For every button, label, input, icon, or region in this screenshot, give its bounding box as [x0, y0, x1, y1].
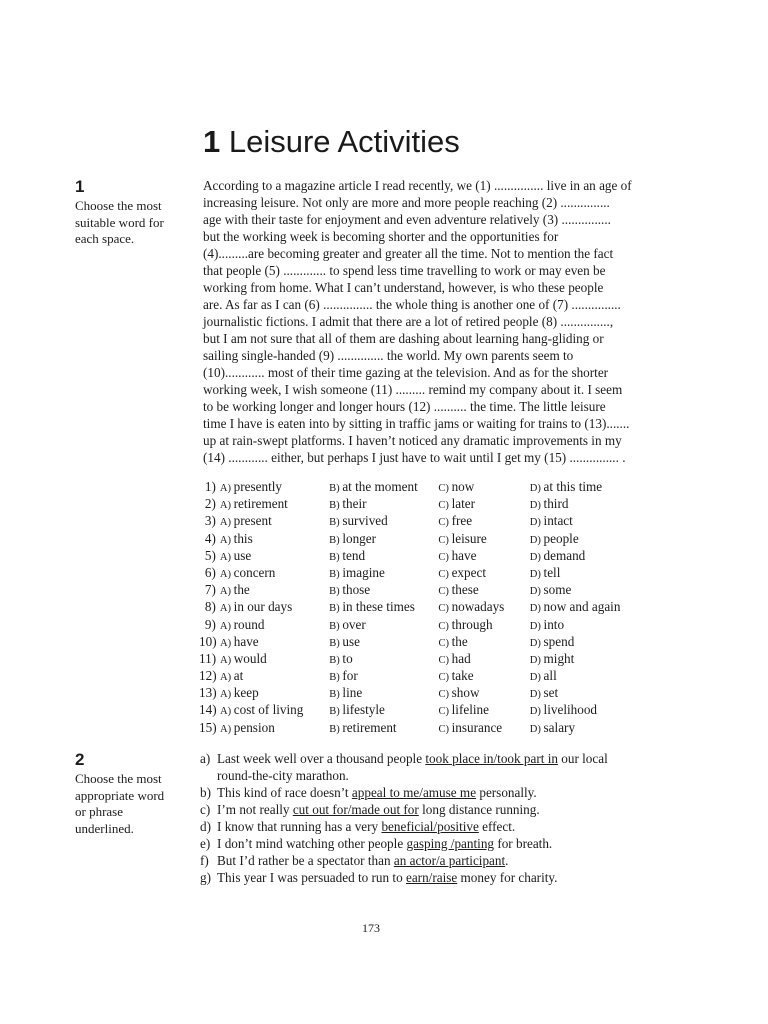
option-text: at — [233, 668, 244, 684]
option-a — [220, 530, 329, 547]
option-letter: A) — [219, 534, 234, 546]
passage-line: working from home. What I can’t understand, however, is who these people — [203, 280, 604, 295]
option-letter: B) — [329, 483, 343, 494]
option-letter: D) — [529, 620, 544, 632]
option-letter: D) — [529, 689, 544, 701]
option-letter: D) — [529, 603, 544, 615]
option-letter: A) — [219, 620, 234, 632]
item-letter: f) — [200, 853, 209, 868]
option-d — [530, 701, 639, 718]
option-row — [199, 598, 639, 615]
option-a — [220, 478, 329, 495]
option-text: retirement — [233, 496, 288, 512]
passage-line: are. As far as I can (6) ............... the whole thing is another one of (7) ............... — [203, 297, 621, 312]
option-text: in our days — [233, 599, 293, 615]
option-letter: C) — [438, 534, 452, 546]
unit-title-text: Leisure Activities — [228, 124, 460, 159]
option-letter: C) — [438, 637, 452, 649]
option-a — [220, 581, 329, 598]
option-b — [329, 616, 438, 633]
option-text: into — [543, 616, 565, 632]
option-letter: A) — [220, 672, 234, 684]
option-c — [438, 633, 529, 650]
unit-title — [203, 124, 460, 160]
option-a — [220, 564, 329, 581]
exercise2-item — [200, 818, 680, 835]
option-letter: C) — [438, 672, 452, 684]
exercise2-number: 2 — [75, 750, 85, 769]
item-sentence — [217, 852, 508, 869]
option-letter: D) — [529, 723, 544, 735]
option-letter: D) — [529, 586, 544, 598]
option-b — [329, 719, 438, 736]
option-d — [530, 547, 639, 564]
option-text: line — [342, 685, 363, 701]
passage-line: (10)............ most of their time gazing at the television. And as for the shorter — [203, 365, 609, 380]
option-letter: B) — [329, 637, 343, 649]
option-letter: D) — [529, 517, 544, 529]
sentence-text: Last week well over a thousand people — [217, 751, 426, 766]
option-text: leisure — [451, 530, 487, 546]
instruction-line: or phrase — [75, 804, 124, 819]
option-b — [329, 701, 438, 718]
option-letter: A) — [220, 723, 234, 735]
option-row — [199, 684, 639, 701]
option-letter: D) — [529, 483, 544, 494]
item-sentence — [217, 818, 515, 835]
option-number: 14) — [199, 702, 217, 718]
option-number: 1) — [204, 479, 216, 494]
item-letter: a) — [200, 751, 211, 766]
option-a — [220, 719, 329, 736]
option-letter: D) — [529, 568, 544, 580]
option-letter: D) — [529, 672, 544, 684]
option-text: survived — [342, 513, 388, 529]
option-letter: B) — [329, 534, 343, 546]
option-d — [530, 667, 639, 684]
option-text: cost of living — [233, 702, 304, 718]
option-a — [220, 633, 329, 650]
underlined-choice: beneficial/positive — [381, 819, 479, 834]
exercise2-items — [200, 750, 680, 886]
option-a — [220, 512, 329, 529]
underlined-choice: cut out for/made out for — [292, 802, 419, 817]
option-text: tell — [543, 564, 561, 580]
option-b — [329, 547, 438, 564]
item-letter: e) — [200, 836, 211, 851]
option-d — [530, 581, 639, 598]
option-b — [329, 581, 438, 598]
underlined-choice: an actor/a participant — [393, 853, 506, 868]
item-letter: d) — [200, 819, 211, 834]
option-text: insurance — [451, 719, 503, 735]
option-c — [438, 616, 529, 633]
exercise2-item — [200, 750, 680, 767]
sentence-text: This kind of race doesn’t — [217, 785, 352, 800]
sentence-text: effect. — [478, 819, 516, 834]
option-text: this — [233, 530, 253, 546]
option-text: had — [451, 650, 471, 666]
exercise2-item — [200, 869, 680, 886]
instruction-line: each space. — [75, 231, 135, 246]
option-c — [438, 719, 529, 736]
option-c — [438, 650, 529, 667]
option-a — [220, 701, 329, 718]
underlined-choice: gasping /panting — [406, 836, 495, 851]
option-text: set — [543, 685, 559, 701]
option-letter: C) — [438, 723, 452, 735]
option-row — [199, 719, 639, 736]
option-c — [438, 512, 529, 529]
option-b — [329, 684, 438, 701]
option-text: lifeline — [451, 702, 489, 718]
option-c — [438, 495, 529, 512]
option-letter: B) — [329, 689, 343, 701]
option-row — [199, 616, 639, 633]
page-number: 173 — [362, 921, 380, 935]
option-letter: A) — [219, 517, 234, 529]
option-letter: C) — [438, 706, 452, 718]
exercise2-item — [200, 835, 680, 852]
instruction-line: underlined. — [75, 820, 134, 836]
exercise2-item — [200, 801, 680, 818]
option-d — [530, 530, 639, 547]
option-b — [329, 564, 438, 581]
option-text: livelihood — [543, 702, 598, 718]
option-d — [530, 616, 639, 633]
option-letter: B) — [329, 500, 343, 512]
exercise1-number: 1 — [75, 177, 85, 196]
option-number: 2) — [204, 496, 216, 512]
item-sentence — [217, 869, 557, 886]
option-letter: A) — [219, 586, 234, 598]
option-text: to — [342, 650, 353, 666]
option-text: would — [233, 650, 267, 666]
option-text: expect — [451, 564, 486, 580]
passage-line: to be working longer and longer hours (12) .......... the time. The little leisure — [203, 399, 606, 414]
option-number: 15) — [199, 719, 217, 735]
option-text: at this time — [543, 479, 603, 494]
option-text: salary — [543, 719, 576, 735]
option-b — [329, 633, 438, 650]
option-letter: C) — [438, 500, 452, 512]
option-d — [530, 633, 639, 650]
option-text: the — [451, 633, 468, 649]
option-letter: D) — [529, 654, 544, 666]
item-sentence — [217, 835, 552, 852]
option-b — [329, 530, 438, 547]
option-letter: D) — [529, 706, 544, 718]
option-text: all — [543, 668, 557, 684]
option-text: lifestyle — [342, 702, 385, 718]
option-d — [530, 564, 639, 581]
option-text: take — [451, 668, 474, 684]
option-row — [199, 667, 639, 684]
option-d — [530, 719, 639, 736]
option-d — [530, 650, 639, 667]
option-row — [199, 547, 639, 564]
option-text: now — [451, 479, 475, 494]
option-text: imagine — [342, 564, 385, 580]
option-letter: A) — [219, 568, 234, 580]
instruction-line: appropriate word — [75, 787, 165, 803]
option-letter: D) — [529, 551, 544, 563]
item-sentence — [217, 801, 540, 818]
option-letter: A) — [219, 551, 234, 563]
option-letter: B) — [329, 654, 343, 666]
passage-line: time I have is eaten into by sitting in traffic jams or waiting for trains to (13)....... — [203, 416, 630, 431]
option-row — [199, 530, 639, 547]
option-text: presently — [233, 479, 282, 494]
option-b — [329, 650, 438, 667]
option-text: pension — [233, 719, 275, 735]
option-a — [220, 616, 329, 633]
option-letter: C) — [438, 483, 452, 494]
passage-line: journalistic fictions. I admit that there are a lot of retired people (8) ..............., — [203, 314, 614, 329]
option-number: 12) — [199, 668, 217, 684]
passage-line: (14) ............ either, but perhaps I just have to wait until I get my (15) ............... . — [203, 450, 626, 465]
option-text: free — [451, 513, 473, 529]
option-row — [199, 701, 639, 718]
sentence-text: . — [505, 853, 509, 868]
option-number: 13) — [199, 685, 217, 701]
exercise2-item — [200, 784, 680, 801]
passage-line: that people (5) ............. to spend less time travelling to work or may even be — [203, 263, 606, 278]
option-a — [220, 598, 329, 615]
option-text: the — [233, 582, 250, 598]
option-c — [438, 547, 529, 564]
option-text: use — [342, 633, 360, 649]
option-number: 4) — [204, 530, 216, 546]
option-letter: D) — [529, 500, 544, 512]
option-letter: C) — [438, 689, 452, 701]
option-letter: B) — [329, 517, 343, 529]
option-letter: C) — [438, 603, 452, 615]
option-text: show — [451, 685, 480, 701]
option-text: at the moment — [342, 479, 418, 494]
option-letter: B) — [329, 568, 343, 580]
option-c — [438, 598, 529, 615]
option-c — [438, 684, 529, 701]
passage-line: (4).........are becoming greater and greater all the time. Not to mention the fact — [203, 246, 614, 261]
option-row — [199, 650, 639, 667]
option-letter: B) — [329, 706, 343, 718]
option-d — [530, 512, 639, 529]
option-b — [329, 495, 438, 512]
answer-options — [199, 478, 639, 736]
option-text: people — [543, 530, 579, 546]
exercise1-instruction — [75, 177, 200, 248]
passage-line: working week, I wish someone (11) ......... remind my company about it. I seem — [203, 382, 623, 397]
option-letter: C) — [438, 620, 452, 632]
option-text: those — [342, 582, 371, 598]
option-text: these — [451, 582, 479, 598]
passage-line: increasing leisure. Not only are more and more people reaching (2) ............... — [203, 195, 610, 210]
passage-line: but I am not sure that all of them are dashing about learning hang-gliding or — [203, 331, 604, 346]
passage-line: sailing single-handed (9) .............. the world. My own parents seem to — [203, 348, 574, 363]
option-letter: A) — [220, 689, 234, 701]
sentence-text: round-the-city marathon. — [217, 768, 349, 783]
option-row — [199, 478, 639, 495]
option-number: 6) — [204, 564, 216, 580]
passage-line: According to a magazine article I read recently, we (1) ............... live in an age of — [203, 178, 632, 193]
option-number: 10) — [199, 633, 217, 649]
option-row — [199, 512, 639, 529]
option-text: later — [451, 496, 476, 512]
option-text: longer — [342, 530, 377, 546]
option-letter: A) — [219, 603, 234, 615]
option-c — [438, 667, 529, 684]
option-text: for — [342, 668, 358, 684]
option-c — [438, 478, 529, 495]
option-number: 7) — [204, 582, 216, 598]
sentence-text: This year I was persuaded to run to — [217, 870, 406, 885]
option-text: tend — [342, 547, 366, 563]
option-c — [438, 530, 529, 547]
option-b — [329, 512, 438, 529]
option-letter: D) — [529, 637, 544, 649]
sentence-text: money for charity. — [457, 870, 558, 885]
option-a — [220, 684, 329, 701]
option-c — [438, 701, 529, 718]
option-b — [329, 598, 438, 615]
option-text: their — [342, 496, 367, 512]
item-sentence — [217, 784, 537, 801]
option-row — [199, 564, 639, 581]
option-text: round — [233, 616, 265, 632]
instruction-line: Choose the most — [75, 198, 162, 213]
cloze-passage — [203, 177, 673, 466]
sentence-text: But I’d rather be a spectator than — [217, 853, 394, 868]
option-letter: B) — [329, 603, 343, 615]
option-a — [220, 667, 329, 684]
option-letter: A) — [220, 637, 234, 649]
option-b — [329, 667, 438, 684]
option-letter: C) — [438, 654, 452, 666]
option-text: third — [543, 496, 569, 512]
instruction-line: Choose the most — [75, 771, 162, 786]
option-letter: B) — [329, 586, 343, 598]
option-text: demand — [543, 547, 586, 563]
unit-number: 1 — [203, 124, 221, 159]
option-text: retirement — [342, 719, 397, 735]
option-text: concern — [233, 564, 276, 580]
option-text: some — [543, 582, 572, 598]
option-text: nowadays — [451, 599, 505, 615]
option-text: intact — [543, 513, 573, 529]
option-number: 5) — [204, 547, 216, 563]
item-sentence — [217, 750, 608, 767]
item-letter: c) — [200, 802, 211, 817]
option-b — [329, 478, 438, 495]
option-letter: C) — [438, 517, 452, 529]
option-number: 8) — [204, 599, 216, 615]
option-a — [220, 547, 329, 564]
exercise2-instruction — [75, 750, 200, 837]
item-letter: b) — [200, 785, 211, 800]
option-letter: B) — [329, 620, 343, 632]
option-text: use — [233, 547, 252, 563]
passage-line: but the working week is becoming shorter and the opportunities for — [203, 229, 559, 244]
option-letter: B) — [329, 672, 343, 684]
option-a — [220, 495, 329, 512]
instruction-line: suitable word for — [75, 214, 164, 230]
option-row — [199, 581, 639, 598]
option-letter: D) — [529, 534, 544, 546]
option-letter: A) — [219, 483, 234, 494]
option-letter: B) — [329, 723, 343, 735]
option-number: 3) — [204, 513, 216, 529]
option-text: through — [451, 616, 493, 632]
option-letter: A) — [219, 500, 234, 512]
option-d — [530, 684, 639, 701]
exercise2-item-continuation — [200, 767, 680, 784]
sentence-text: for breath. — [494, 836, 553, 851]
option-row — [199, 633, 639, 650]
option-letter: C) — [438, 586, 452, 598]
sentence-text: I don’t mind watching other people — [217, 836, 407, 851]
option-text: might — [543, 650, 575, 666]
underlined-choice: earn/raise — [405, 870, 458, 885]
underlined-choice: appeal to me/amuse me — [351, 785, 477, 800]
option-c — [438, 564, 529, 581]
option-text: in these times — [342, 599, 415, 615]
exercise2-item — [200, 852, 680, 869]
passage-line: age with their taste for enjoyment and even adventure relatively (3) ............... — [203, 212, 611, 227]
option-text: over — [342, 616, 366, 632]
sentence-text: long distance running. — [418, 802, 540, 817]
sentence-text: I’m not really — [217, 802, 293, 817]
option-text: have — [233, 633, 259, 649]
option-number: 11) — [199, 650, 217, 666]
underlined-choice: took place in/took part in — [425, 751, 558, 766]
option-letter: A) — [220, 706, 234, 718]
option-text: present — [233, 513, 272, 529]
option-a — [220, 650, 329, 667]
option-letter: B) — [329, 551, 343, 563]
option-text: now and again — [543, 599, 621, 615]
option-d — [530, 598, 639, 615]
option-d — [530, 495, 639, 512]
option-text: keep — [233, 685, 259, 701]
option-row — [199, 495, 639, 512]
option-letter: C) — [438, 568, 452, 580]
option-d — [530, 478, 639, 495]
sentence-text: personally. — [476, 785, 537, 800]
option-c — [438, 581, 529, 598]
option-text: have — [451, 547, 477, 563]
option-letter: A) — [220, 654, 234, 666]
option-number: 9) — [204, 616, 216, 632]
option-letter: C) — [438, 551, 452, 563]
option-text: spend — [543, 633, 575, 649]
passage-line: up at rain-swept platforms. I haven’t noticed any dramatic improvements in my — [203, 433, 622, 448]
sentence-text: our local — [557, 751, 608, 766]
sentence-text: I know that running has a very — [217, 819, 382, 834]
item-letter: g) — [200, 870, 211, 885]
